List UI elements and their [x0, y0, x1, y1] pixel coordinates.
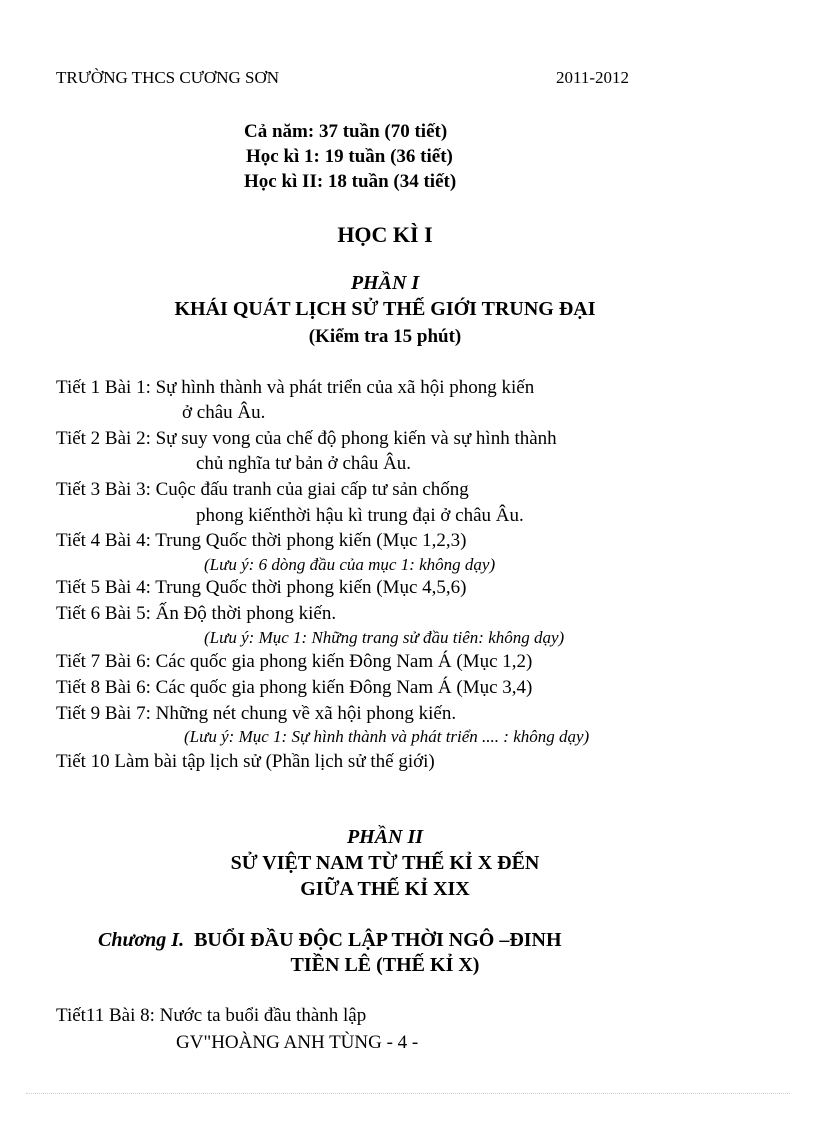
summary-line-semester-1: Học kì 1: 19 tuần (36 tiết) — [246, 146, 453, 167]
school-year: 2011-2012 — [556, 68, 630, 87]
part2-title-line-2: GIỮA THẾ KỈ XIX — [300, 878, 470, 900]
lesson-line: Tiết 10 Làm bài tập lịch sử (Phần lịch sử thế giới) — [56, 751, 435, 772]
lesson-line: Tiết 8 Bài 6: Các quốc gia phong kiến Đông Nam Á (Mục 3,4) — [56, 677, 533, 698]
lesson-line: Tiết 2 Bài 2: Sự suy vong của chế độ phong kiến và sự hình thành — [56, 428, 557, 449]
lesson-line: ở châu Âu. — [182, 402, 266, 423]
part1-label: PHẦN I — [350, 272, 420, 294]
part1-subtitle: (Kiểm tra 15 phút) — [308, 326, 462, 347]
chapter1-title-line-1: BUỔI ĐẦU ĐỘC LẬP THỜI NGÔ –ĐINH — [194, 929, 562, 951]
lesson-line: Tiết 9 Bài 7: Những nét chung về xã hội phong kiến. — [56, 703, 457, 724]
lesson-note: (Lưu ý: Mục 1: Sự hình thành và phát triển .... : không dạy) — [184, 727, 590, 746]
lesson-line: Tiết 7 Bài 6: Các quốc gia phong kiến Đông Nam Á (Mục 1,2) — [56, 651, 533, 672]
summary-line-year: Cả năm: 37 tuần (70 tiết) — [244, 121, 448, 142]
semester-title: HỌC KÌ I — [337, 222, 433, 247]
lesson-note: (Lưu ý: 6 dòng đầu của mục 1: không dạy) — [204, 555, 496, 574]
lesson-line: Tiết 5 Bài 4: Trung Quốc thời phong kiến (Mục 4,5,6) — [56, 577, 467, 598]
lesson-line: chủ nghĩa tư bản ở châu Âu. — [196, 453, 412, 474]
lesson-line: Tiết 4 Bài 4: Trung Quốc thời phong kiến (Mục 1,2,3) — [56, 530, 467, 551]
page-footer: GV"HOÀNG ANH TÙNG - 4 - — [176, 1032, 419, 1053]
lesson-line: Tiết 3 Bài 3: Cuộc đấu tranh của giai cấp tư sản chống — [56, 479, 469, 500]
lesson-line: Tiết 6 Bài 5: Ấn Độ thời phong kiến. — [56, 603, 337, 624]
chapter1-heading — [98, 929, 562, 952]
part1-title: KHÁI QUÁT LỊCH SỬ THẾ GIỚI TRUNG ĐẠI — [174, 298, 596, 320]
summary-line-semester-2: Học kì II: 18 tuần (34 tiết) — [244, 171, 457, 192]
school-name: TRƯỜNG THCS CƯƠNG SƠN — [56, 68, 280, 87]
lesson-line: phong kiếnthời hậu kì trung đại ở châu Âu. — [196, 505, 524, 526]
lesson-note: (Lưu ý: Mục 1: Những trang sử đầu tiên: không dạy) — [204, 628, 565, 647]
footer-divider — [26, 1093, 790, 1094]
part2-title-line-1: SỬ VIỆT NAM TỪ THẾ KỈ X ĐẾN — [230, 852, 540, 874]
lesson-line: Tiết11 Bài 8: Nước ta buổi đầu thành lập — [56, 1005, 367, 1026]
lesson-line: Tiết 1 Bài 1: Sự hình thành và phát triển của xã hội phong kiến — [56, 377, 535, 398]
part2-label: PHẦN II — [346, 826, 424, 848]
chapter1-label: Chương I. — [98, 929, 185, 951]
chapter1-title-line-2: TIỀN LÊ (THẾ KỈ X) — [290, 954, 480, 976]
